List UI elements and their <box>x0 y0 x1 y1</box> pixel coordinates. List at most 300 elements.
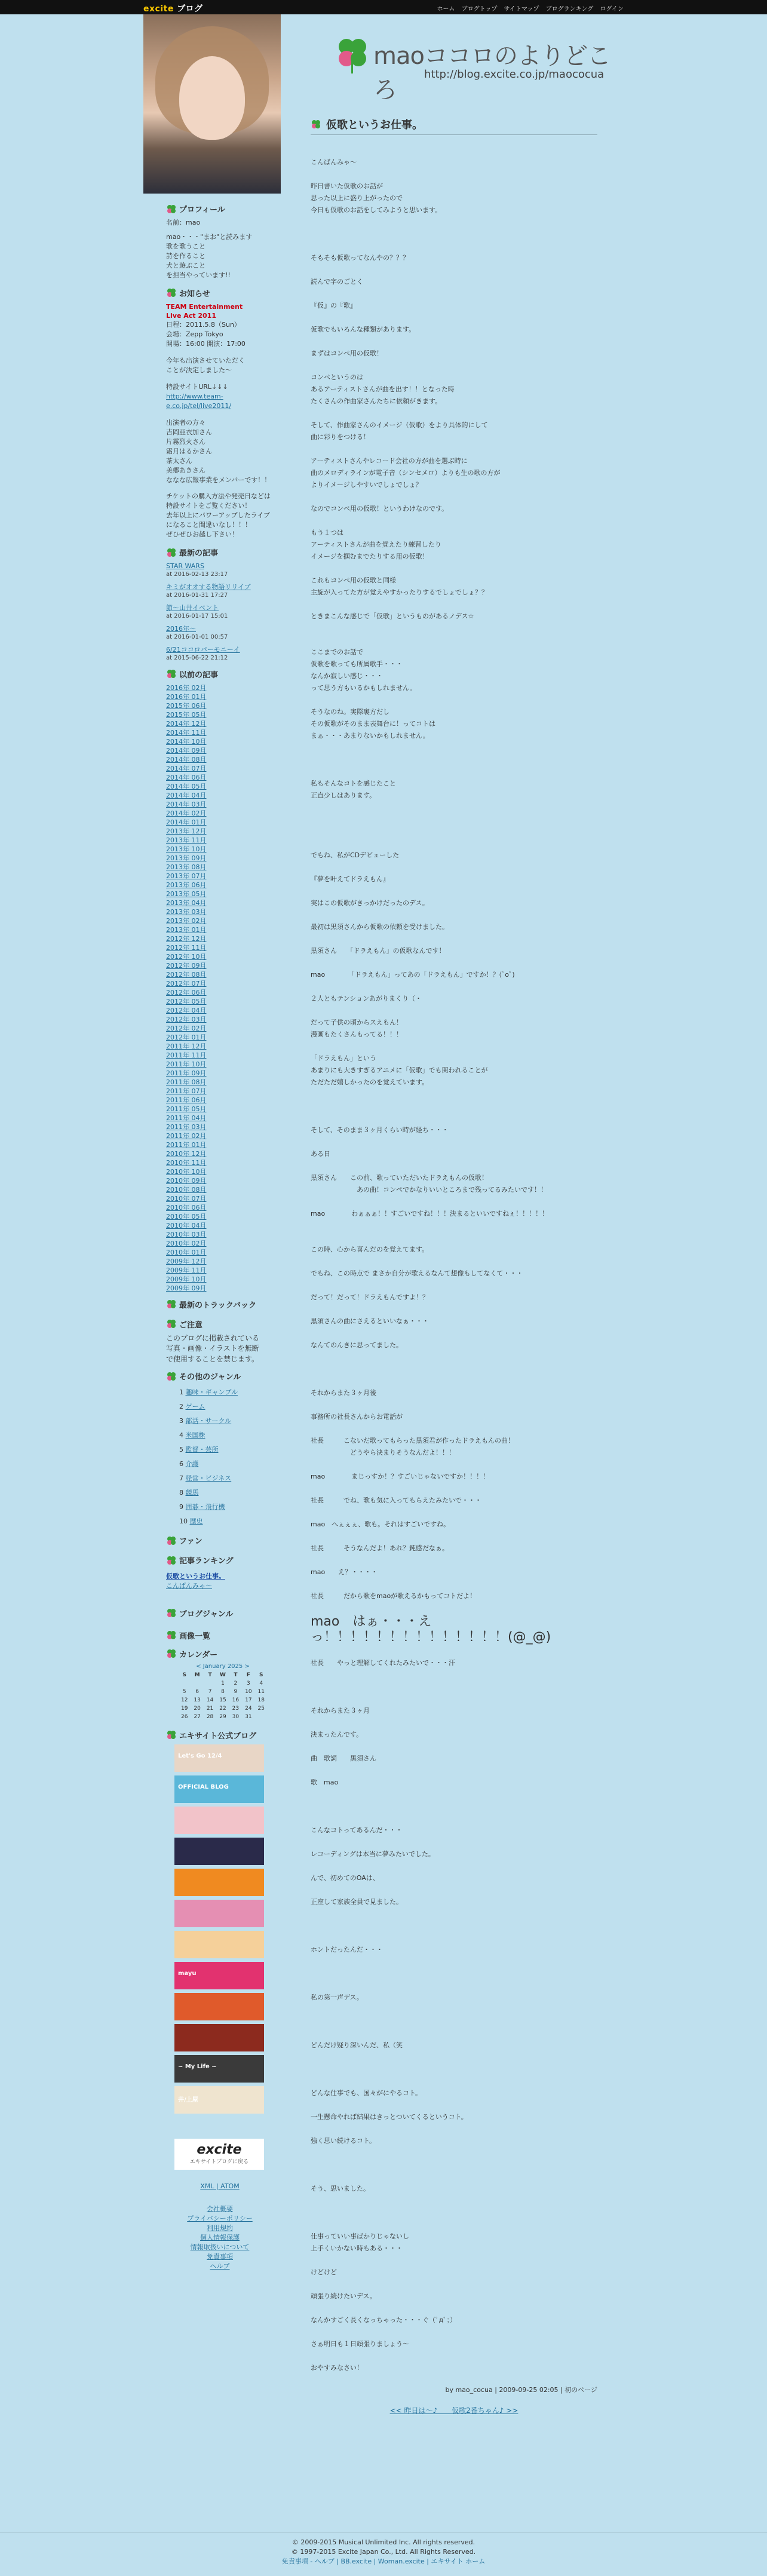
entry-line: 「ドラえもん」という <box>311 1054 376 1062</box>
calendar-day <box>178 1679 191 1688</box>
calendar-day: 18 <box>257 1697 265 1703</box>
notice-heading: お知らせ <box>166 287 274 299</box>
entry-nav[interactable]: << 昨日は～♪ 仮歌2番ちゃん♪ >> <box>389 2406 519 2415</box>
entry-line: 正直少しはあります。 <box>311 792 376 799</box>
genre-item: 1 趣味・ギャンブル <box>179 1388 238 1397</box>
archive-link[interactable]: 2010年 05月 <box>166 1212 207 1220</box>
recent-list: STAR WARS at 2016-02-13 23:17 キミがオオする物語リリイブ at 2016-01-31 17:27 節～山井イベント at 2016-01-17 15:01 2016年～ at 2016-01-01 00:57 6/21ココロパーモニーイ at 2015-06-22 21:12 <box>166 562 274 661</box>
entry-line <box>311 1741 591 1753</box>
footer-link[interactable]: 免責事項 <box>207 2252 233 2261</box>
entry-line <box>311 694 591 706</box>
entry-line: けどけど <box>311 2268 337 2276</box>
calendar-weekday: T <box>234 1672 238 1678</box>
entry-line: 黒須さん この前、歌っていただいたドラえもんの仮歌！ <box>311 1174 488 1182</box>
archive-link[interactable]: 2016年 02月 <box>166 683 207 692</box>
calendar-day: 7 <box>208 1688 212 1695</box>
archive-link[interactable]: 2011年 10月 <box>166 1060 207 1068</box>
calendar-day: 28 <box>206 1713 214 1720</box>
calendar-title[interactable]: < January 2025 > <box>196 1663 250 1670</box>
archive-link[interactable]: 2012年 01月 <box>166 1033 207 1041</box>
entry-line <box>311 1507 591 1519</box>
entry-line <box>311 264 591 276</box>
official-blog-banner[interactable] <box>174 1807 264 1834</box>
calendar-day: 4 <box>259 1680 263 1686</box>
archive-link[interactable]: 2012年 12月 <box>166 934 207 943</box>
recent-heading: 最新の記事 <box>166 547 274 558</box>
entry-line: 社長 やっと理解してくれたみたいで・・・汗 <box>311 1659 455 1667</box>
entry-line <box>311 228 591 240</box>
archive-link[interactable]: 2010年 07月 <box>166 1194 207 1203</box>
calendar-weekday: S <box>259 1672 263 1678</box>
entry-line: 一生懸命やれば結果はきっとついてくるというコト。 <box>311 2113 468 2121</box>
archive-link[interactable]: 2013年 09月 <box>166 854 207 862</box>
official-heading: エキサイト公式ブログ <box>166 1729 274 1741</box>
genre-item: 6 介護 <box>179 1460 199 1468</box>
entry-line: この時、心から喜んだのを覚えてます。 <box>311 1246 429 1253</box>
footer-link[interactable]: プライバシーポリシー <box>187 2214 253 2222</box>
official-blog-banner[interactable]: mayu <box>174 1962 264 1989</box>
archive-link[interactable]: 2010年 03月 <box>166 1230 207 1238</box>
entry-line <box>311 1801 591 1813</box>
entry-line: なのでコンペ用の仮歌！というわけなのです。 <box>311 505 449 513</box>
archive-link[interactable]: 2011年 08月 <box>166 1078 207 1086</box>
official-blog-banner[interactable]: ~ My Life ~ <box>174 2055 264 2083</box>
footer-link[interactable]: 会社概要 <box>207 2204 233 2213</box>
entry-line <box>311 1693 591 1705</box>
entry-line: 私の第一声デス。 <box>311 1994 363 2001</box>
entry-line <box>311 2063 591 2075</box>
archive-link[interactable]: 2014年 12月 <box>166 719 207 728</box>
entry-line <box>311 1645 591 1657</box>
recent-item[interactable]: 2016年～ <box>166 624 196 633</box>
entry-line <box>311 1789 591 1801</box>
calendar <box>178 1663 268 1721</box>
entry-line: それからまた３ヶ月 <box>311 1707 370 1715</box>
entry-line <box>311 909 591 921</box>
top-link-login[interactable]: ログイン <box>600 6 624 13</box>
entry-line <box>311 1423 591 1435</box>
calendar-day: 23 <box>232 1705 240 1712</box>
entry-body <box>311 157 591 2374</box>
genre-link[interactable]: 趣味・ギャンブル <box>185 1388 238 1397</box>
entry-line <box>311 2326 591 2338</box>
archive-link[interactable]: 2011年 12月 <box>166 1042 207 1050</box>
entry-line: 仮歌を歌っても所属歌手・・・ <box>311 660 403 668</box>
xml-link[interactable]: XML | ATOM <box>200 2182 240 2190</box>
site-url: http://blog.excite.co.jp/maococua <box>424 68 605 81</box>
ranking-heading: 記事ランキング <box>166 1554 274 1566</box>
entry-line <box>311 766 591 778</box>
calendar-day: 22 <box>219 1705 226 1712</box>
clover-icon <box>166 547 177 558</box>
entry-line: 社長 こないだ歌ってもらった黒須君が作ったドラえもんの曲！ <box>311 1437 514 1445</box>
footer-link[interactable]: 個人情報保護 <box>200 2233 240 2241</box>
entry-line: なんかすごく長くなっちゃった・・・ぐ（ﾟдﾟ；） <box>311 2316 457 2324</box>
entry-line <box>311 2051 591 2063</box>
calendar-weekday: M <box>194 1672 200 1678</box>
entry-line <box>311 1280 591 1292</box>
entry-line <box>311 1717 591 1729</box>
entry-line: 昨日書いた仮歌のお話が <box>311 182 383 190</box>
entry-line: だって！だって！ドラえもんですよ！？ <box>311 1293 429 1301</box>
footer-link[interactable]: 利用規約 <box>207 2224 233 2232</box>
clover-icon <box>166 1318 177 1329</box>
entry-line <box>311 2147 591 2159</box>
entry-line: まぁ・・・あまりないかもしれません。 <box>311 732 429 740</box>
archive-link[interactable]: 2014年 09月 <box>166 746 207 755</box>
archive-link[interactable]: 2009年 11月 <box>166 1266 207 1274</box>
entry-title[interactable]: 仮歌というお仕事。 <box>326 119 423 131</box>
archive-link[interactable]: 2013年 08月 <box>166 863 207 871</box>
entry-line <box>311 1860 591 1872</box>
entry-line: おやすみなさい！ <box>311 2364 363 2372</box>
archive-link[interactable]: 2012年 09月 <box>166 961 207 970</box>
entry-line: アーティストさんが曲を覚えたり練習したり <box>311 541 441 548</box>
entry-line <box>311 742 591 754</box>
entry-line <box>311 2350 591 2362</box>
entry-line: 上手くいかない時もある・・・ <box>311 2244 403 2252</box>
entry-line: mao え？・・・・ <box>311 1568 378 1576</box>
entry-line: 『仮』の『歌』 <box>311 302 357 309</box>
archive-link[interactable]: 2015年 05月 <box>166 710 207 719</box>
entry-line: そして、作曲家さんのイメージ（仮歌）をより具体的にして <box>311 421 488 429</box>
genre-link[interactable]: 囲碁・飛行機 <box>185 1503 225 1511</box>
calendar-day: 3 <box>246 1680 250 1686</box>
archive-link[interactable]: 2012年 03月 <box>166 1015 207 1023</box>
entry-line: 最初は黒須さんから仮歌の依頼を受けました。 <box>311 923 449 931</box>
archive-link[interactable]: 2010年 08月 <box>166 1185 207 1194</box>
entry-line <box>311 1602 591 1614</box>
entry-line: アーティストさんやレコード会社の方が曲を選ぶ時に <box>311 457 468 465</box>
entry-line <box>311 360 591 372</box>
archive-link[interactable]: 2010年 11月 <box>166 1158 207 1167</box>
genre-link[interactable]: 介護 <box>185 1460 199 1468</box>
blog-genre-heading: ブログジャンル <box>166 1608 274 1619</box>
official-banners <box>166 1744 274 2114</box>
calendar-day: 16 <box>232 1697 240 1703</box>
archive-link[interactable]: 2013年 10月 <box>166 845 207 853</box>
calendar-weekday: W <box>220 1672 226 1678</box>
genre-link[interactable]: 経営・ビジネス <box>185 1474 232 1483</box>
entry-line: んで、初めてのOAは、 <box>311 1874 379 1882</box>
entry-line: こんばんみゃ～ <box>311 158 357 166</box>
entry-line <box>311 802 591 814</box>
excite-footer-logo[interactable]: excite エキサイトブログに戻る <box>174 2139 264 2170</box>
entry-line <box>311 1399 591 1411</box>
calendar-day: 13 <box>194 1697 201 1703</box>
archive-link[interactable]: 2014年 06月 <box>166 773 207 781</box>
official-blog-banner[interactable] <box>174 1931 264 1958</box>
entry-line <box>311 1136 591 1148</box>
calendar-heading: カレンダー <box>166 1648 274 1660</box>
entry-line: ただただ嬉しかったのを覚えています。 <box>311 1078 429 1086</box>
entry-line: って思う方もいるかもしれません。 <box>311 684 416 692</box>
archive-link[interactable]: 2013年 01月 <box>166 925 207 934</box>
calendar-day: 9 <box>234 1688 238 1695</box>
calendar-day: 15 <box>219 1697 226 1703</box>
entry-line <box>311 1232 591 1244</box>
entry-line: 社長 でね、歌も気に入ってもらえたみたいで・・・ <box>311 1496 481 1504</box>
archive-link[interactable]: 2011年 07月 <box>166 1087 207 1095</box>
calendar-day: 20 <box>194 1705 201 1712</box>
entry-line: イメージを掴むまでたりする用の仮歌！ <box>311 553 429 560</box>
recent-item[interactable]: STAR WARS <box>166 562 204 571</box>
entry-footer[interactable]: by mao_cocua | 2009-09-25 02:05 | 初のページ <box>445 2386 597 2394</box>
sidebar <box>166 200 274 2271</box>
entry-line <box>311 1220 591 1232</box>
archive-link[interactable]: 2014年 10月 <box>166 737 207 746</box>
entry-line <box>311 1813 591 1824</box>
entry-line: 曲のメロディラインが電子音（シンセメロ）よりも生の歌の方が <box>311 469 501 477</box>
entry-line <box>311 826 591 838</box>
official-blog-banner[interactable]: OFFICIAL BLOG <box>174 1775 264 1803</box>
archive-link[interactable]: 2016年 01月 <box>166 692 207 701</box>
title-divider <box>311 134 597 135</box>
official-blog-banner[interactable] <box>174 1869 264 1896</box>
calendar-day: 6 <box>195 1688 199 1695</box>
archive-link[interactable]: 2010年 10月 <box>166 1167 207 1176</box>
entry-line: さぁ明日も１日頑張りましょう～ <box>311 2340 409 2348</box>
entry-line <box>311 1041 591 1053</box>
clover-icon <box>166 1630 177 1640</box>
archive-link[interactable]: 2011年 01月 <box>166 1140 207 1149</box>
site-title[interactable]: maoココロのよりどころ <box>373 42 610 104</box>
profile-text: 名前：mao mao・・・"まお"と読みます 歌を歌うこと 詩を作ること 犬と遊ぶこと を担当やっています!! <box>166 219 253 279</box>
genre-heading: その他のジャンル <box>166 1370 274 1382</box>
archive-link[interactable]: 2011年 04月 <box>166 1114 207 1122</box>
genre-link[interactable]: 部活・サークル <box>185 1417 232 1425</box>
entry-line <box>311 1483 591 1495</box>
archive-link[interactable]: 2009年 12月 <box>166 1257 207 1265</box>
entry-line: それからまた３ヶ月後 <box>311 1389 376 1397</box>
top-link-ranking[interactable]: ブログランキング <box>545 6 594 13</box>
archive-link[interactable]: 2015年 06月 <box>166 701 207 710</box>
archive-link[interactable]: 2010年 04月 <box>166 1221 207 1229</box>
clover-icon <box>166 668 177 679</box>
calendar-weekday: T <box>208 1672 212 1678</box>
entry-line <box>311 216 591 228</box>
entry-line: その仮歌がそのまま表舞台に！ってコトは <box>311 720 435 728</box>
entry-line <box>311 1968 591 1980</box>
entry-line <box>311 1920 591 1932</box>
official-blog-banner[interactable] <box>174 2024 264 2051</box>
entry-line: 強く思い続けるコト。 <box>311 2137 376 2145</box>
archive-link[interactable]: 2014年 03月 <box>166 800 207 808</box>
top-link-blogtop[interactable]: ブログトップ <box>461 6 498 13</box>
archive-link[interactable]: 2013年 05月 <box>166 890 207 898</box>
archive-link[interactable]: 2009年 09月 <box>166 1284 207 1292</box>
clover-logo-icon <box>332 33 373 75</box>
entry-line: どんだけ疑り深いんだ、私（笑 <box>311 2041 403 2049</box>
archive-link[interactable]: 2013年 07月 <box>166 872 207 880</box>
calendar-day: 26 <box>180 1713 188 1720</box>
clover-icon <box>166 204 177 214</box>
top-link-home[interactable]: ホーム <box>437 6 455 13</box>
entry-line: 曲に彩りをつける！ <box>311 433 370 441</box>
archive-link[interactable]: 2014年 02月 <box>166 809 207 817</box>
genre-item: 5 監督・芸所 <box>179 1446 219 1454</box>
entry-line <box>311 622 591 634</box>
genre-link[interactable]: ゲーム <box>185 1403 205 1411</box>
archive-link[interactable]: 2011年 06月 <box>166 1096 207 1104</box>
entry-line <box>311 515 591 527</box>
entry-line: でもね、私がCDデビューした <box>311 851 400 859</box>
recent-item[interactable]: 節～山井イベント <box>166 604 219 612</box>
archive-link[interactable]: 2012年 10月 <box>166 952 207 961</box>
entry-line: まずはコンペ用の仮歌！ <box>311 349 383 357</box>
top-link-sitemap[interactable]: サイトマップ <box>504 6 539 13</box>
archive-link[interactable]: 2011年 11月 <box>166 1051 207 1059</box>
official-blog-banner[interactable] <box>174 1993 264 2020</box>
archive-link[interactable]: 2014年 05月 <box>166 782 207 790</box>
entry-line <box>311 1088 591 1100</box>
entry-line <box>311 1932 591 1944</box>
clover-icon <box>166 1608 177 1618</box>
entry-line <box>311 981 591 993</box>
archive-link[interactable]: 2010年 06月 <box>166 1203 207 1212</box>
archive-link[interactable]: 2012年 06月 <box>166 988 207 996</box>
archive-link[interactable]: 2013年 03月 <box>166 907 207 916</box>
archive-link[interactable]: 2011年 09月 <box>166 1069 207 1077</box>
entry-line: 主旋が入ってた方が覚えやすかったりするでしょでしょ？？ <box>311 588 488 596</box>
entry-line <box>311 838 591 850</box>
copyright-line: © 1997-2015 Excite Japan Co., Ltd. All Rights Reserved. <box>291 2548 476 2556</box>
entry-line: 仮歌でもいろんな種類があります。 <box>311 326 416 333</box>
entry-line: 黒須さんの曲にさえるといいなぁ・・・ <box>311 1317 429 1325</box>
archive-link[interactable]: 2011年 02月 <box>166 1131 207 1140</box>
notice-link[interactable]: http://www.team-e.co.jp/tel/live2011/ <box>166 392 232 410</box>
fan-heading: ファン <box>166 1535 274 1546</box>
archive-link[interactable]: 2010年 12月 <box>166 1149 207 1158</box>
calendar-day: 21 <box>206 1705 214 1712</box>
archive-link[interactable]: 2013年 02月 <box>166 916 207 925</box>
calendar-weekday: F <box>246 1672 250 1678</box>
calendar-day: 25 <box>257 1705 265 1712</box>
copyright-line: © 2009-2015 Musical Unlimited Inc. All rights reserved. <box>292 2538 475 2546</box>
archive-link[interactable]: 2012年 07月 <box>166 979 207 988</box>
entry-line <box>311 2255 591 2267</box>
entry-line <box>311 1669 591 1681</box>
ranking-item[interactable]: 仮歌というお仕事。 <box>166 1572 225 1581</box>
official-blog-banner[interactable]: Let's Go 12/4 <box>174 1744 264 1772</box>
top-bar <box>0 0 767 14</box>
profile-heading: プロフィール <box>166 203 274 214</box>
archive-link[interactable]: 2011年 05月 <box>166 1105 207 1113</box>
page-footer <box>0 2538 767 2566</box>
archive-link[interactable]: 2014年 07月 <box>166 764 207 772</box>
genre-link[interactable]: 競馬 <box>185 1489 199 1497</box>
entry-line <box>311 1836 591 1848</box>
archive-link[interactable]: 2013年 12月 <box>166 827 207 835</box>
caution-text: このブログに掲載されている写真・画像・イラストを無断で使用することを禁じます。 <box>166 1333 260 1363</box>
archive-link[interactable]: 2014年 11月 <box>166 728 207 737</box>
ranking-item[interactable]: こんばんみゃ～ <box>166 1581 212 1590</box>
entry-line <box>311 312 591 324</box>
excite-logo[interactable]: excite ブログ <box>143 4 203 14</box>
entry-line: だって子供の頃からスえもん！ <box>311 1019 403 1026</box>
calendar-day: 10 <box>245 1688 252 1695</box>
images-heading: 画像一覧 <box>166 1630 274 1641</box>
archive-link[interactable]: 2014年 08月 <box>166 755 207 763</box>
archive-link[interactable]: 2010年 02月 <box>166 1239 207 1247</box>
entry-line: 仕事っていい事ばかりじゃないし <box>311 2232 409 2240</box>
calendar-day: 19 <box>180 1705 188 1712</box>
archive-link[interactable]: 2013年 11月 <box>166 836 207 844</box>
entry-line <box>311 1256 591 1268</box>
entry-line: ２人ともテンションあがりまくり（・ <box>311 995 422 1002</box>
entry-line: ある日 <box>311 1150 330 1158</box>
entry-line: レコーディングは本当に夢みたいでした。 <box>311 1850 435 1858</box>
entry-line <box>311 1884 591 1896</box>
entry-line: ときまこんな感じで「仮歌」というものがあるノデス☆ <box>311 612 474 620</box>
entry-line: 黒須さん 「ドラえもん」の仮歌なんです！ <box>311 947 446 955</box>
archive-link[interactable]: 2010年 01月 <box>166 1248 207 1256</box>
entry-line <box>311 814 591 826</box>
entry-line <box>311 1363 591 1375</box>
genre-link[interactable]: 米国株 <box>185 1431 205 1440</box>
archive-link[interactable]: 2012年 08月 <box>166 970 207 979</box>
archive-link[interactable]: 2012年 11月 <box>166 943 207 952</box>
footer-links[interactable]: 免責事項 - ヘルプ | BB.excite | Woman.excite | エキサイト ホーム <box>281 2557 486 2565</box>
archive-link[interactable]: 2009年 10月 <box>166 1275 207 1283</box>
footer-link[interactable]: 情報取扱いについて <box>190 2243 250 2251</box>
archive-link[interactable]: 2011年 03月 <box>166 1123 207 1131</box>
genre-item: 4 米国株 <box>179 1431 205 1440</box>
entry-line <box>311 933 591 945</box>
official-blog-banner[interactable] <box>174 1838 264 1865</box>
genre-link[interactable]: 歴史 <box>189 1517 203 1526</box>
entry-line: よりイメージしやすいでしょでしょ？ <box>311 481 422 489</box>
genre-item: 10 歴史 <box>179 1517 203 1526</box>
footer-link[interactable]: ヘルプ <box>210 2262 230 2270</box>
archive-link[interactable]: 2013年 06月 <box>166 881 207 889</box>
header-photo <box>143 14 281 194</box>
entry-line <box>311 2195 591 2207</box>
archive-link[interactable]: 2012年 04月 <box>166 1006 207 1014</box>
entry-line <box>311 2219 591 2231</box>
entry-line: どうやら決まりそうなんだよ！！！ <box>311 1449 455 1456</box>
entry-line: 漫画もたくさんもってる！！！ <box>311 1031 403 1038</box>
official-blog-banner[interactable] <box>174 1900 264 1927</box>
official-blog-banner[interactable]: 井/上屋 <box>174 2086 264 2114</box>
entry-line <box>311 2028 591 2040</box>
entry-line: 『夢を叶えてドラえもん』 <box>311 875 389 883</box>
archive-link[interactable]: 2014年 04月 <box>166 791 207 799</box>
archive-link[interactable]: 2014年 01月 <box>166 818 207 826</box>
entry-line: 読んで字のごとく <box>311 278 363 286</box>
entry-line <box>311 634 591 646</box>
genre-link[interactable]: 監督・芸所 <box>185 1446 219 1454</box>
archive-link[interactable]: 2012年 05月 <box>166 997 207 1005</box>
entry-line: そもそも仮歌ってなんやの？？？ <box>311 254 409 262</box>
clover-icon <box>311 116 321 132</box>
entry-line: コンペというのは <box>311 373 363 381</box>
entry-line: あの曲！コンペでかなりいいところまで残ってるみたいです！！ <box>311 1186 547 1194</box>
recent-item[interactable]: 6/21ココロパーモニーイ <box>166 645 240 654</box>
archive-heading: 以前の記事 <box>166 668 274 680</box>
archive-link[interactable]: 2013年 04月 <box>166 898 207 907</box>
calendar-day: 1 <box>221 1680 225 1686</box>
archive-link[interactable]: 2012年 02月 <box>166 1024 207 1032</box>
entry-line: でもね、この時点で まさか自分が歌えるなんて想像もしてなくて・・・ <box>311 1269 523 1277</box>
entry-line <box>311 1304 591 1315</box>
entry-line: ここまでのお話で <box>311 648 363 656</box>
entry-line: mao わぁぁぁ！！すごいですね！！！決まるといいですねぇ！！！！！ <box>311 1210 549 1218</box>
recent-item[interactable]: キミがオオする物語リリイブ <box>166 583 251 591</box>
entry-line <box>311 1578 591 1590</box>
archive-link[interactable]: 2010年 09月 <box>166 1176 207 1185</box>
calendar-day: 2 <box>234 1680 238 1686</box>
